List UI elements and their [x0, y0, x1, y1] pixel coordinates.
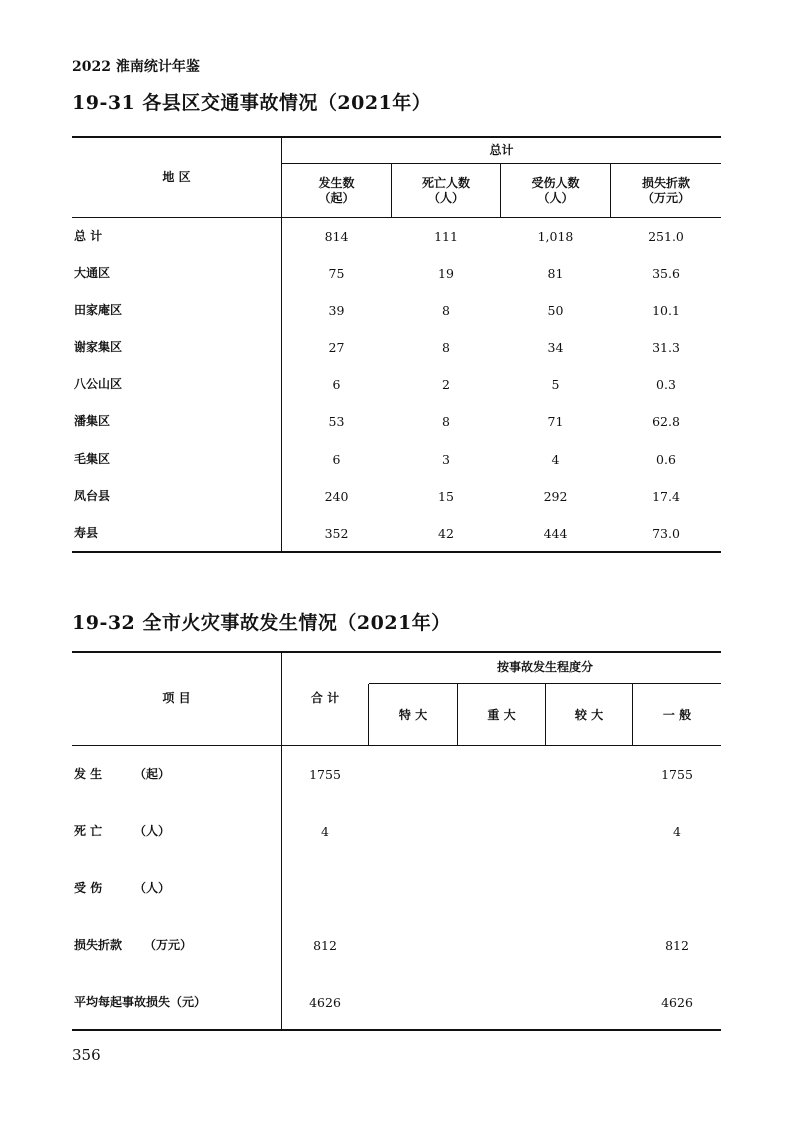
- row-label: 平均每起事故损失（元）: [74, 995, 207, 1009]
- cell-value: 73.0: [652, 526, 680, 541]
- col-header-line2: （人）: [537, 191, 574, 205]
- row-label: 损失折款: [74, 938, 123, 952]
- col-header-line2: （万元）: [641, 191, 690, 205]
- cell-value: 111: [434, 229, 458, 244]
- table2-item-header: 项 目: [162, 691, 191, 705]
- cell-general: 4626: [661, 995, 693, 1010]
- row-label: 田家庵区: [74, 303, 123, 317]
- cell-value: 10.1: [652, 303, 680, 318]
- table1-col-header-2: [392, 176, 500, 206]
- row-label: 寿县: [74, 526, 99, 540]
- cell-value: 251.0: [648, 229, 684, 244]
- cell-value: 39: [328, 303, 345, 318]
- table1-col-header-4: [611, 176, 721, 206]
- cell-value: 50: [547, 303, 564, 318]
- table2-title: 19-32 全市火灾事故发生情况（2021年）: [72, 612, 451, 634]
- row-label: 大通区: [74, 266, 111, 280]
- cell-value: 19: [438, 266, 454, 281]
- table1-group-rule: [282, 163, 721, 164]
- table2-bottom-rule: [72, 1029, 721, 1031]
- table1-title: 19-31 各县区交通事故情况（2021年）: [72, 92, 432, 114]
- running-head: 2022 淮南统计年鉴: [72, 59, 200, 75]
- cell-value: 75: [328, 266, 345, 281]
- cell-value: 53: [328, 414, 345, 429]
- cell-value: 4: [551, 452, 560, 467]
- row-label: 受 伤: [74, 881, 103, 895]
- cell-value: 42: [438, 526, 454, 541]
- table2-top-rule: [72, 651, 721, 653]
- row-label: 毛集区: [74, 452, 111, 466]
- cell-value: 240: [324, 489, 349, 504]
- cell-total: 812: [313, 938, 337, 953]
- cell-general: 812: [665, 938, 689, 953]
- cell-total: 4: [321, 824, 329, 839]
- cell-value: 8: [442, 414, 450, 429]
- cell-value: 814: [324, 229, 349, 244]
- table1-col-header-3: [501, 176, 610, 206]
- col-header-line1: 发生数: [318, 176, 355, 190]
- cell-value: 6: [332, 452, 341, 467]
- row-label: 八公山区: [74, 377, 123, 391]
- cell-value: 5: [551, 377, 560, 392]
- cell-value: 292: [543, 489, 568, 504]
- row-unit: （人）: [134, 881, 171, 895]
- table2-stub-divider: [281, 652, 282, 1030]
- cell-value: 31.3: [652, 340, 680, 355]
- cell-total: 1755: [309, 767, 341, 782]
- cell-value: 1,018: [537, 229, 574, 244]
- table2-sub-header-larger: 较 大: [574, 708, 604, 722]
- row-label: 谢家集区: [74, 340, 123, 354]
- table2-total-header: 合 计: [310, 691, 340, 705]
- row-label: 潘集区: [74, 414, 111, 428]
- cell-value: 0.6: [656, 452, 676, 467]
- row-label: 总 计: [74, 229, 103, 243]
- cell-value: 81: [547, 266, 564, 281]
- row-label: 凤台县: [74, 489, 111, 503]
- table1-group-header: 总计: [489, 143, 514, 157]
- table1-header-rule: [72, 217, 721, 218]
- cell-value: 0.3: [656, 377, 676, 392]
- cell-general: 1755: [661, 767, 693, 782]
- table2-header-rule: [72, 745, 721, 746]
- cell-value: 35.6: [652, 266, 680, 281]
- cell-value: 62.8: [652, 414, 680, 429]
- row-unit: （起）: [134, 767, 171, 781]
- cell-value: 2: [442, 377, 450, 392]
- table2-sub-header-major: 重 大: [487, 708, 516, 722]
- row-unit: （万元）: [144, 938, 193, 952]
- cell-value: 34: [547, 340, 564, 355]
- col-header-line1: 受伤人数: [531, 176, 580, 190]
- cell-value: 8: [442, 303, 450, 318]
- cell-value: 6: [332, 377, 341, 392]
- col-header-line2: （起）: [318, 191, 355, 205]
- page-number: 356: [72, 1046, 101, 1064]
- row-label: 发 生: [74, 767, 103, 781]
- cell-value: 8: [442, 340, 450, 355]
- row-label: 死 亡: [74, 824, 103, 838]
- cell-value: 444: [543, 526, 568, 541]
- cell-value: 71: [547, 414, 564, 429]
- col-header-line1: 死亡人数: [421, 176, 470, 190]
- table1-region-header: 地 区: [162, 170, 191, 184]
- col-header-line1: 损失折款: [641, 176, 690, 190]
- cell-general: 4: [673, 824, 681, 839]
- col-header-line2: （人）: [427, 191, 464, 205]
- table2-group-header: 按事故发生程度分: [496, 660, 593, 674]
- cell-value: 15: [438, 489, 454, 504]
- table2-sub-header-special: 特 大: [398, 708, 428, 722]
- cell-value: 352: [324, 526, 349, 541]
- cell-total: 4626: [309, 995, 341, 1010]
- table2-sub-header-general: 一 般: [662, 708, 692, 722]
- cell-value: 3: [442, 452, 450, 467]
- table1-top-rule: [72, 136, 721, 138]
- cell-value: 17.4: [652, 489, 680, 504]
- row-unit: （人）: [134, 824, 171, 838]
- table1-col-header-1: [282, 176, 391, 206]
- table1-bottom-rule: [72, 551, 721, 553]
- cell-value: 27: [328, 340, 345, 355]
